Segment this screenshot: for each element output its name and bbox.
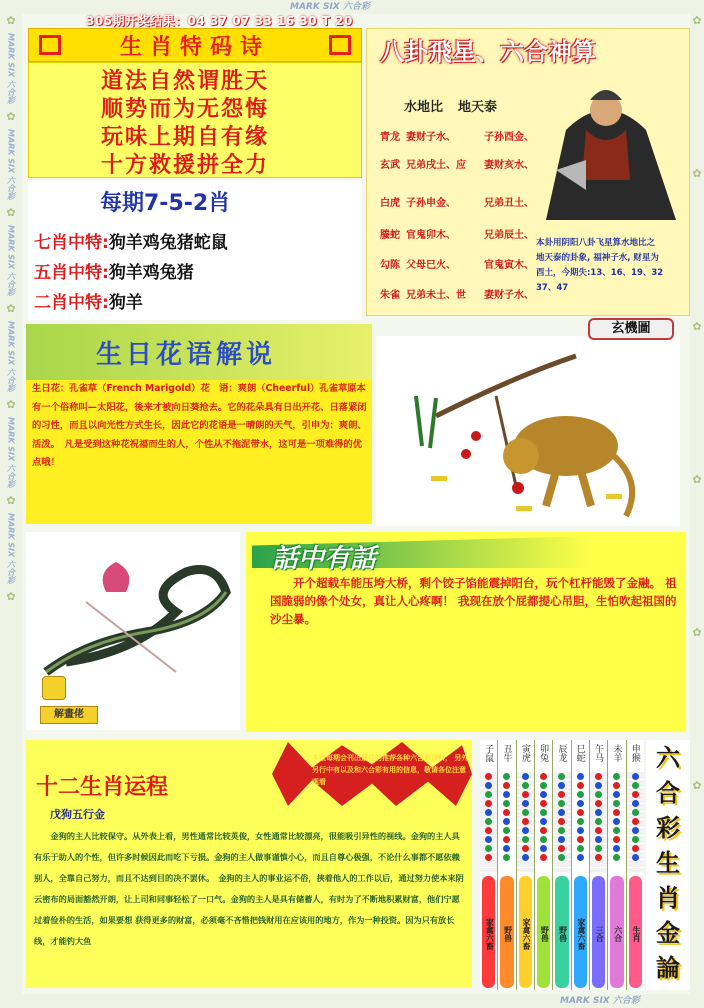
side-title-char: 肖: [656, 883, 680, 912]
pick-row-five: [34, 258, 194, 283]
zodiac-column: [607, 740, 625, 990]
bagua-right-line: 子孙酉金、: [484, 132, 534, 143]
zodiac-foot: 六合: [610, 876, 623, 988]
zodiac-foot: 野兽: [555, 876, 568, 988]
bagua-spirit: 勾陈: [380, 260, 400, 271]
bagua-note-line: 地天泰的卦象, 福神子水, 财星为: [536, 253, 659, 263]
bagua-left-line: 妻财子水、: [406, 132, 456, 143]
ball-column: [590, 772, 607, 872]
left-strip-text: MARK SIX 六合彩: [6, 513, 16, 584]
side-title-char: 合: [656, 778, 680, 807]
flower-title: 生日花语解说: [96, 340, 277, 370]
zodiac-column: [480, 740, 497, 990]
flower-ornament-icon: ✿: [6, 590, 16, 603]
bagua-left-line: 子孙申金、: [406, 198, 456, 209]
flower-ornament-icon: ✿: [692, 320, 702, 333]
bagua-spirit: 螣蛇: [380, 230, 400, 241]
bagua-right-line: 兄弟丑土、: [484, 198, 534, 209]
bagua-note-line: 37、47: [536, 283, 569, 293]
ball-column: [572, 772, 589, 872]
square-ornament-icon: [39, 35, 61, 55]
bagua-right-line: 妻财子水、: [484, 290, 534, 301]
poem-title-bar: [28, 28, 362, 62]
pick-label: 七肖中特:: [34, 233, 109, 253]
flower-ornament-icon: ✿: [692, 779, 702, 792]
left-strip-text: MARK SIX 六合彩: [6, 129, 16, 200]
poem-body: [28, 62, 362, 178]
zodiac-head: 未羊: [611, 744, 622, 762]
bagua-right-line: 妻财亥水、: [484, 160, 534, 171]
side-title-column: [646, 740, 690, 990]
zodiac-foot: 生肖: [629, 876, 642, 988]
bagua-note-line: 酉土，今期失:13、16、19、32: [536, 268, 664, 278]
poem-title: 生肖特码诗: [119, 33, 270, 60]
side-title-char: 論: [656, 953, 680, 982]
hua-text: 开个超载车能压垮大桥，剩个饺子馅能震掉阳台，玩个杠杆能毁了金融。 祖国脆弱的像个处女，真让人心疼啊！ 我现在放个屁都提心吊胆，生怕吹起祖国的沙尘暴。: [270, 576, 677, 626]
mystery-picture-label: 玄機圖: [588, 318, 674, 340]
bagua-left-line: 兄弟未土、世: [406, 290, 466, 301]
ball-column: [480, 772, 497, 872]
ball-column: [627, 772, 644, 872]
bagua-spirit: 白虎: [380, 198, 400, 209]
left-strip-text: MARK SIX 六合彩: [6, 33, 16, 104]
side-title-char: 生: [656, 848, 680, 877]
zodiac-head: 寅虎: [519, 744, 530, 762]
pick-row-seven: [34, 228, 228, 253]
flower-ornament-icon: ✿: [6, 14, 16, 27]
side-title-char: 彩: [656, 813, 680, 842]
pick-row-two: [34, 288, 143, 313]
zodiac-column: [552, 740, 570, 990]
monkey-picture-image: [376, 336, 680, 526]
zodiac-foot: 野兽: [537, 876, 550, 988]
zodiac-column: [516, 740, 534, 990]
pick-value: 狗羊: [108, 293, 143, 313]
bagua-right-line: 官鬼寅木、: [484, 260, 534, 271]
zodiac-head: 申猴: [629, 744, 640, 762]
bagua-spirit: 青龙: [380, 132, 400, 143]
poem-line: 道法自然谓胜天: [101, 68, 270, 94]
flower-ornament-icon: ✿: [692, 14, 702, 27]
pick-value: 狗羊鸡兔猪蛇鼠: [108, 233, 228, 253]
sage-figure-image: [526, 70, 686, 230]
zodiac-head: 丑牛: [501, 744, 512, 762]
zodiac-head: 辰龙: [556, 744, 567, 762]
left-strip-text: MARK SIX 六合彩: [6, 225, 16, 296]
flower-ornament-icon: ✿: [6, 206, 16, 219]
zodiac-head: 子鼠: [483, 744, 494, 762]
bagua-left-line: 兄弟戌土、应: [406, 160, 466, 171]
zodiac-foot: 三合: [592, 876, 605, 988]
ball-column: [498, 772, 515, 872]
draw-result-headline: 305期开奖结果：04 37 07 33 16 30 T 20: [86, 14, 353, 28]
side-title-char: 金: [656, 918, 680, 947]
zodiac-foot: 家禽六畜: [519, 876, 532, 988]
zodiac-head: 巳蛇: [574, 744, 585, 762]
zodiac-column: [571, 740, 589, 990]
top-strip-text: MARK SIX 六合彩: [290, 2, 370, 12]
bottom-strip-text: MARK SIX 六合彩: [560, 996, 640, 1006]
book-icon: [42, 676, 66, 700]
left-strip-text: MARK SIX 六合彩: [6, 321, 16, 392]
zodiac-column: [626, 740, 644, 990]
bagua-note-line: 本卦用阴阳八卦飞星算水地比之: [536, 238, 656, 248]
side-title-char: 六: [656, 743, 680, 772]
flower-ornament-icon: ✿: [692, 626, 702, 639]
flower-ornament-icon: ✿: [692, 473, 702, 486]
ball-column: [517, 772, 534, 872]
zodiac-foot: 野兽: [500, 876, 513, 988]
bagua-spirit: 玄武: [380, 160, 400, 171]
flower-ornament-icon: ✿: [6, 494, 16, 507]
bagua-title: 八卦飛星、六合神算: [380, 38, 596, 66]
bagua-left-line: 官鬼卯木、: [406, 230, 456, 241]
flower-text: 生日花：孔雀草（French Marigold）花 语：爽朗（Cheerful）孔雀草原本有一个俗称叫—太阳花，後来才被向日葵抢去。它的花朵具有日出开花、日落紧闭的习性，而且以向光性方式生长，因此它的花语是一晴朗的天气，引申为：爽朗、活泼。 凡是受到这种花祝福而生的人，个性从不拖泥带水，这可是一项难得的优点哦！: [32, 383, 367, 468]
poem-line: 顺势而为无怨悔: [101, 96, 270, 122]
zodiac-column: [534, 740, 552, 990]
zodiac-table: [480, 740, 644, 990]
ball-column: [608, 772, 625, 872]
pick-value: 狗羊鸡兔猪: [108, 263, 194, 283]
bagua-spirit: 朱雀: [380, 290, 400, 301]
pick-label: 二肖中特:: [34, 293, 109, 313]
notice-text: 本报每期会刊出最佳的推荐各种六合彩资料， 另外另行中有以及和六合彩有用的信息，敬请各位注意观看: [312, 754, 469, 786]
bagua-right-line: 兄弟辰土、: [484, 230, 534, 241]
zodiac-foot: 家禽六畜: [482, 876, 495, 988]
left-strip-text: MARK SIX 六合彩: [6, 417, 16, 488]
pick-label: 五肖中特:: [34, 263, 109, 283]
flower-ornament-icon: ✿: [6, 110, 16, 123]
zodiac-foot: 家禽六畜: [574, 876, 587, 988]
square-ornament-icon: [329, 35, 351, 55]
horoscope-title: 十二生肖运程: [36, 775, 169, 800]
bagua-col2-header: 地天泰: [458, 100, 498, 115]
flower-ornament-icon: ✿: [692, 167, 702, 180]
bagua-note: [536, 236, 686, 296]
left-border-strip: [0, 14, 22, 994]
zodiac-column: [589, 740, 607, 990]
ball-column: [535, 772, 552, 872]
bagua-col1-header: 水地比: [404, 100, 444, 115]
interpreter-label: 解畫佬: [40, 706, 98, 724]
horoscope-subtitle: 戊狗五行金: [50, 808, 105, 821]
zodiac-head: 卯兔: [538, 744, 549, 762]
picks-title: 每期7-5-2肖: [100, 191, 231, 216]
poem-line: 十方救援拼全力: [101, 152, 270, 178]
hua-title: 話中有話: [272, 544, 377, 574]
poem-line: 玩味上期自有缘: [101, 124, 270, 150]
right-border-strip: [690, 14, 704, 994]
horoscope-text: 金狗的主人比较保守。从外表上看，男性通常比较英俊，女性通常比较漂亮，很能吸引异性的视线。金狗的主人具有乐于助人的个性，但许多时候因此而吃下亏损。金狗的主人做事谨慎小心，而且自尊心极强，不论什么事都不愿依赖别人，全靠自己努力，而且不达到目的决不罢休。 金狗的主人的事业运不俗，挟着他人的工作以后，通过努力使本来阴云密布的局面豁然开朗，让上司和同事轻松了一口气。金狗的主人是具有储蓄人，有时为了不断地积累财富，他们宁愿过着俭朴的生活，如果要想 获得更多的财富，必须毫不吝惜把钱财用在应该用的地方，作为一种投资。因为只有放长线，才能钓大鱼: [34, 831, 464, 946]
flower-ornament-icon: ✿: [6, 398, 16, 411]
zodiac-head: 午马: [593, 744, 604, 762]
bottom-border-strip: [0, 994, 704, 1008]
bagua-left-line: 父母巳火、: [406, 260, 456, 271]
zodiac-column: [497, 740, 515, 990]
ball-column: [553, 772, 570, 872]
flower-ornament-icon: ✿: [6, 302, 16, 315]
